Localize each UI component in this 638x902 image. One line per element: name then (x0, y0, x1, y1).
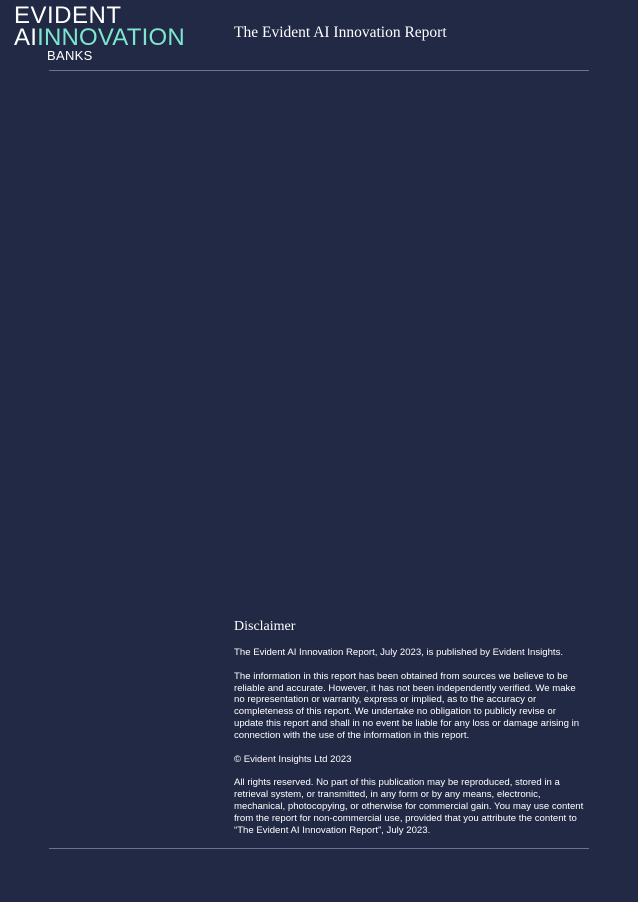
logo-evident-text: EVIDENT (14, 2, 122, 29)
logo-banks-text: BANKS (47, 48, 93, 63)
header-divider (49, 70, 589, 71)
disclaimer-paragraph: The Evident AI Innovation Report, July 2023, is published by Evident Insights. (234, 647, 564, 658)
disclaimer-heading: Disclaimer (234, 619, 296, 634)
evident-ai-innovation-logo (14, 2, 204, 63)
report-title: The Evident AI Innovation Report (234, 24, 447, 41)
logo-ai-innovation (14, 26, 204, 50)
disclaimer-paragraph: All rights reserved. No part of this publication may be reproduced, stored in a retrieval system, or transmitted, in any form or by any means, electronic, mechanical, photocopying, or otherwise for commercial gain. You may use content from the report for non-commercial use, provided that you attribute the content to “The Evident AI Innovation Report”, July 2023. (234, 777, 584, 836)
disclaimer-paragraph: The information in this report has been obtained from sources we believe to be reliable and accurate. However, it has not been independently verified. We make no representation or warranty, express or implied, as to the accuracy or completeness of this report. We undertake no obligation to publicly revise or update this report and shall in no event be liable for any loss or damage arising in connection with the use of the information in this report. (234, 670, 580, 741)
disclaimer-section (234, 618, 586, 848)
copyright-notice: © Evident Insights Ltd 2023 (234, 753, 352, 765)
logo-innovation-text: INNOVATION (37, 24, 185, 51)
logo-ai-text: AI (14, 24, 38, 51)
footer-divider (49, 848, 589, 849)
